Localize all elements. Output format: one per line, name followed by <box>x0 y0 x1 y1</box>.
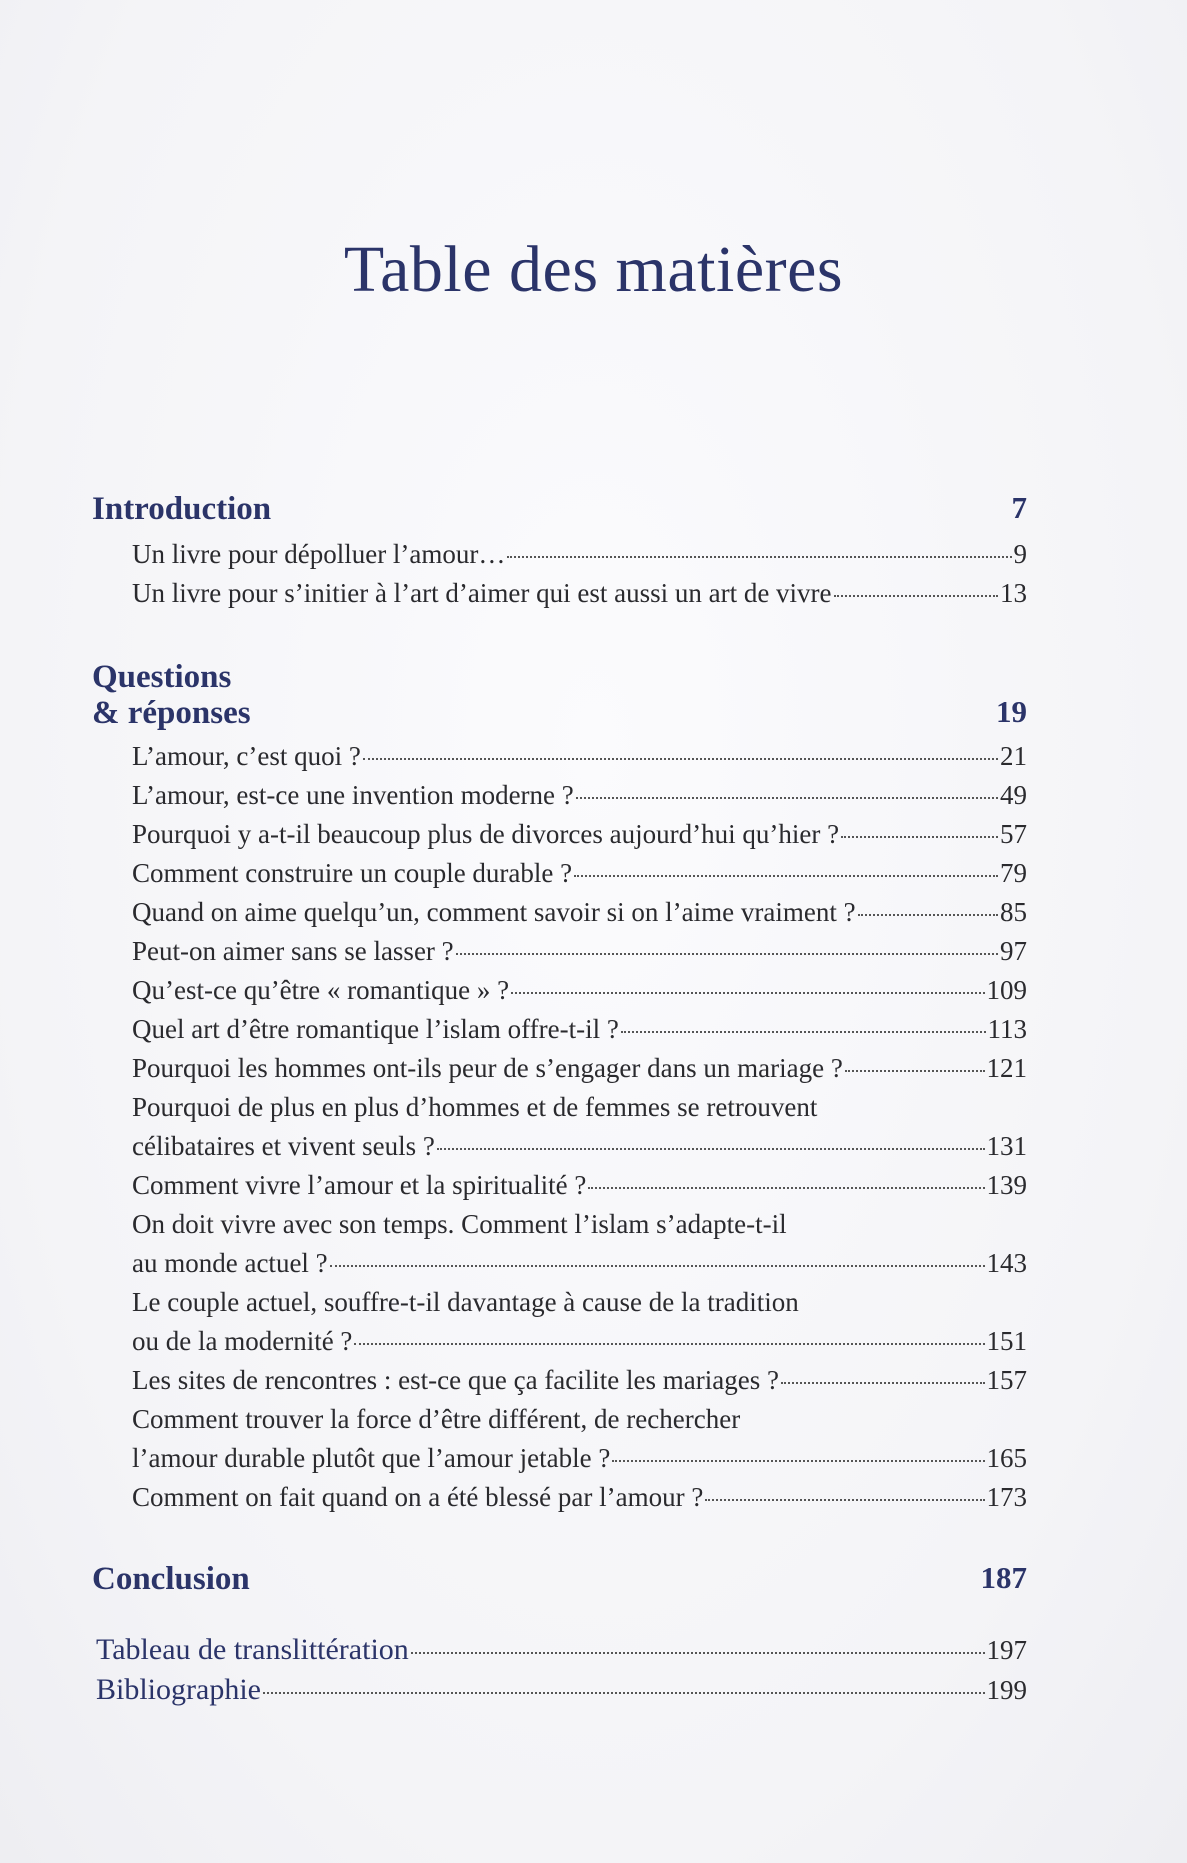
toc-entry[interactable] <box>132 1322 1027 1361</box>
toc-entry-title: l’amour durable plutôt que l’amour jetable ? <box>132 1443 611 1473</box>
toc-entry-title: au monde actuel ? <box>132 1248 328 1278</box>
toc-entry-title: L’amour, c’est quoi ? <box>132 741 361 771</box>
back-matter <box>96 1630 1027 1710</box>
toc-entry-title: Quel art d’être romantique l’islam offre-t-il ? <box>132 1014 619 1044</box>
toc-entry[interactable] <box>132 1049 1027 1088</box>
toc-entry-page: 85 <box>1000 897 1027 927</box>
toc-entry-page: 49 <box>1000 780 1027 810</box>
toc-entry-page: 121 <box>986 1053 1027 1083</box>
section-page: 7 <box>1011 490 1027 525</box>
dot-leader <box>263 1692 985 1694</box>
toc-entry-page: 143 <box>986 1248 1027 1278</box>
toc-entry-page: 21 <box>1000 741 1027 771</box>
toc-entry-page: 173 <box>986 1482 1027 1512</box>
dot-leader <box>588 1187 984 1189</box>
dot-leader <box>858 914 998 916</box>
toc-entry-line1: Pourquoi de plus en plus d’hommes et de femmes se retrouvent <box>132 1092 818 1122</box>
dot-leader <box>507 556 1011 558</box>
toc-entry-title: Un livre pour dépolluer l’amour… <box>132 539 506 569</box>
toc-entry[interactable] <box>132 893 1027 932</box>
dot-leader <box>576 797 998 799</box>
section-heading-line2: & réponses <box>92 695 251 731</box>
toc-entry[interactable] <box>132 971 1027 1010</box>
toc-entry-page: 9 <box>1013 539 1027 569</box>
toc-entry-title: L’amour, est-ce une invention moderne ? <box>132 780 574 810</box>
toc-entry-page: 197 <box>986 1635 1027 1665</box>
section-page: 187 <box>980 1560 1027 1595</box>
toc-entry[interactable] <box>132 1478 1027 1517</box>
dot-leader <box>330 1265 985 1267</box>
toc-entry[interactable] <box>132 854 1027 893</box>
dot-leader <box>621 1031 986 1033</box>
dot-leader <box>354 1343 984 1345</box>
toc-entry[interactable] <box>132 1361 1027 1400</box>
toc-entry-title: Comment on fait quand on a été blessé par l’amour ? <box>132 1482 704 1512</box>
toc-entry-page: 57 <box>1000 819 1027 849</box>
toc-entry-page: 79 <box>1000 858 1027 888</box>
toc-entry-title: Quand on aime quelqu’un, comment savoir si on l’aime vraiment ? <box>132 897 856 927</box>
toc-entry-title: Comment vivre l’amour et la spiritualité ? <box>132 1170 587 1200</box>
dot-leader <box>363 758 998 760</box>
toc-entry-page: 199 <box>986 1675 1027 1705</box>
toc-entry-title: Qu’est-ce qu’être « romantique » ? <box>132 975 510 1005</box>
toc-entry-title: Comment construire un couple durable ? <box>132 858 573 888</box>
toc-entry-title: Tableau de translittération <box>96 1633 409 1666</box>
toc-entry-title: Un livre pour s’initier à l’art d’aimer qui est aussi un art de vivre <box>132 578 832 608</box>
toc-entry-page: 165 <box>986 1443 1027 1473</box>
toc-entry-page: 13 <box>1000 578 1027 608</box>
dot-leader <box>456 953 998 955</box>
dot-leader <box>437 1148 985 1150</box>
toc-entry-title: ou de la modernité ? <box>132 1326 353 1356</box>
toc-entry-page: 97 <box>1000 936 1027 966</box>
toc-entry-line1: On doit vivre avec son temps. Comment l’islam s’adapte-t-il <box>132 1209 787 1239</box>
toc-entry[interactable] <box>132 535 1027 574</box>
toc-entry-title: Peut-on aimer sans se lasser ? <box>132 936 454 966</box>
toc-entry[interactable] <box>132 1166 1027 1205</box>
toc-entry-page: 157 <box>986 1365 1027 1395</box>
toc-entry-title: célibataires et vivent seuls ? <box>132 1131 435 1161</box>
dot-leader <box>841 836 998 838</box>
toc-entry-page: 139 <box>986 1170 1027 1200</box>
dot-leader <box>612 1460 984 1462</box>
toc-entry-bibliographie[interactable] <box>96 1670 1027 1710</box>
dot-leader <box>845 1070 985 1072</box>
toc-entry[interactable] <box>132 1439 1027 1478</box>
toc-entry[interactable] <box>132 574 1027 613</box>
introduction-entries <box>132 535 1027 613</box>
toc-entry[interactable] <box>132 1127 1027 1166</box>
section-heading: Introduction <box>92 491 272 527</box>
toc-entry-title: Les sites de rencontres : est-ce que ça facilite les mariages ? <box>132 1365 779 1395</box>
toc-entry-line1: Comment trouver la force d’être différent, de rechercher <box>132 1404 741 1434</box>
dot-leader <box>574 875 998 877</box>
dot-leader <box>411 1652 985 1654</box>
toc-entry-title: Pourquoi y a-t-il beaucoup plus de divorces aujourd’hui qu’hier ? <box>132 819 840 849</box>
toc-entry-page: 109 <box>986 975 1027 1005</box>
toc-entry[interactable] <box>132 932 1027 971</box>
toc-entry-page: 131 <box>986 1131 1027 1161</box>
toc-entry[interactable] <box>132 1244 1027 1283</box>
section-heading: Conclusion <box>92 1561 250 1597</box>
toc-entry[interactable] <box>132 737 1027 776</box>
toc-entry-title: Pourquoi les hommes ont-ils peur de s’engager dans un mariage ? <box>132 1053 843 1083</box>
section-questions <box>92 660 1027 730</box>
toc-entry[interactable] <box>132 776 1027 815</box>
toc-entry-translitteration[interactable] <box>96 1630 1027 1670</box>
dot-leader <box>834 595 998 597</box>
section-conclusion <box>92 1560 1027 1596</box>
toc-entry-page: 151 <box>986 1326 1027 1356</box>
dot-leader <box>511 992 984 994</box>
section-page: 19 <box>996 694 1027 729</box>
toc-entry-title: Bibliographie <box>96 1673 261 1706</box>
dot-leader <box>781 1382 985 1384</box>
toc-entry[interactable] <box>132 1010 1027 1049</box>
toc-entry-page: 113 <box>987 1014 1027 1044</box>
page-title: Table des matières <box>343 233 844 306</box>
toc-entry-line1: Le couple actuel, souffre-t-il davantage à cause de la tradition <box>132 1287 799 1317</box>
questions-entries <box>132 737 1027 1517</box>
toc-entry[interactable] <box>132 815 1027 854</box>
section-heading-line1: Questions <box>92 659 232 695</box>
section-introduction <box>92 490 1027 526</box>
dot-leader <box>705 1499 984 1501</box>
